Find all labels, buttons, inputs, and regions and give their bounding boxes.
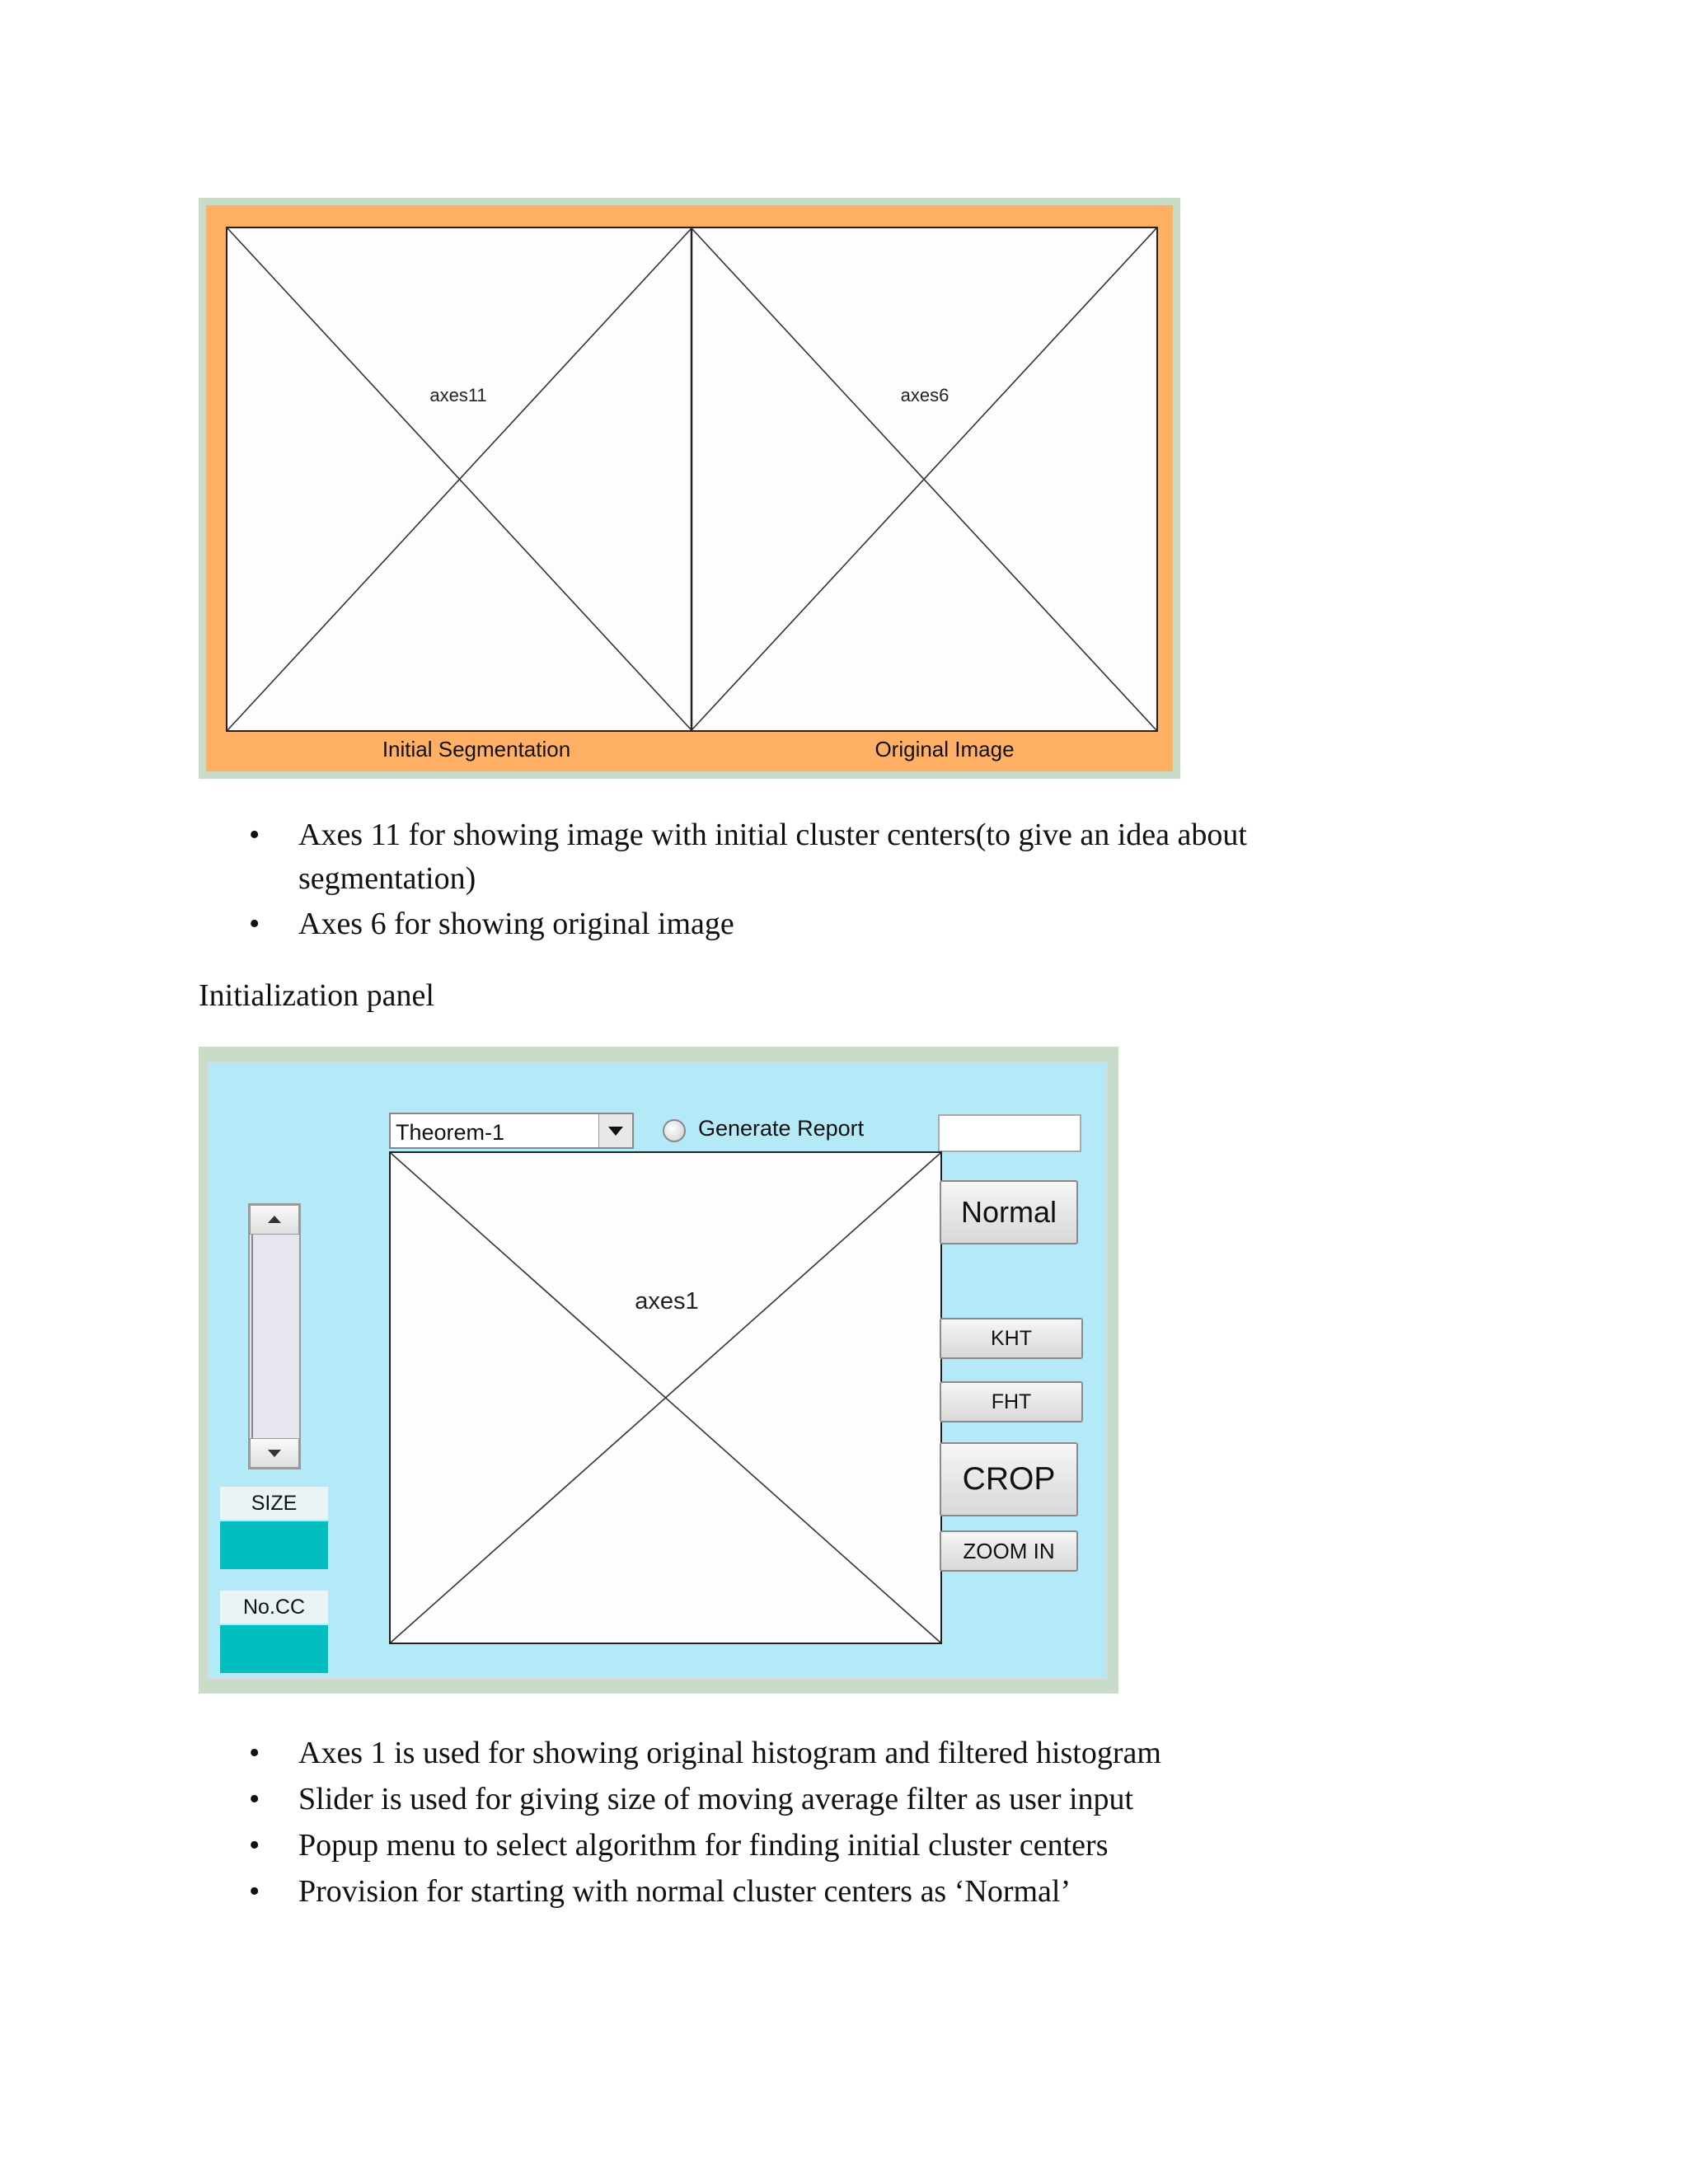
axes1-label: axes1 xyxy=(635,1288,699,1315)
list-item-text: Axes 6 for showing original image xyxy=(298,907,734,941)
initial-segmentation-caption: Initial Segmentation xyxy=(382,737,571,762)
list-item-text: Provision for starting with normal cluster centers as ‘Normal’ xyxy=(298,1874,1071,1909)
axes-panel-figure xyxy=(199,198,1180,779)
algorithm-popup-menu[interactable] xyxy=(389,1113,634,1149)
generate-report-label: Generate Report xyxy=(698,1116,865,1141)
text-input-field[interactable] xyxy=(938,1114,1081,1152)
list-item-text: Slider is used for giving size of moving average filter as user input xyxy=(298,1782,1134,1816)
list-item xyxy=(249,1870,1535,1914)
axes-placeholder-lines xyxy=(391,1153,940,1643)
bullet-icon: • xyxy=(249,818,260,852)
list-item-text-cont: segmentation) xyxy=(298,861,476,896)
list-item-text: Popup menu to select algorithm for finding initial cluster centers xyxy=(298,1828,1109,1863)
slider-track[interactable] xyxy=(251,1235,298,1438)
arrow-up-icon[interactable] xyxy=(250,1205,299,1235)
list-item-text: Axes 11 for showing image with initial cluster centers(to give an idea about xyxy=(298,818,1247,852)
original-image-caption: Original Image xyxy=(874,737,1015,762)
list-item-text: Axes 1 is used for showing original histogram and filtered histogram xyxy=(298,1736,1161,1770)
size-value-display xyxy=(220,1521,328,1569)
list-item xyxy=(249,902,1452,946)
arrow-down-icon[interactable] xyxy=(250,1438,299,1468)
axes6-label: axes6 xyxy=(900,385,950,405)
list-item xyxy=(249,1824,1535,1868)
initialization-panel-figure xyxy=(199,1047,1118,1694)
zoom-in-button[interactable]: ZOOM IN xyxy=(940,1530,1078,1572)
bullet-icon: • xyxy=(249,1828,260,1863)
list-item xyxy=(249,1778,1535,1821)
bullet-icon: • xyxy=(249,1782,260,1816)
nocc-value-display xyxy=(220,1625,328,1673)
generate-report-radio[interactable] xyxy=(663,1119,686,1142)
nocc-label: No.CC xyxy=(220,1591,328,1624)
chevron-down-icon[interactable] xyxy=(598,1114,632,1147)
size-label: SIZE xyxy=(220,1487,328,1520)
axes-placeholder-lines xyxy=(227,228,1156,730)
popup-value: Theorem-1 xyxy=(396,1120,505,1145)
initialization-panel xyxy=(207,1062,1108,1680)
axes11-label: axes11 xyxy=(429,385,487,405)
crop-button[interactable]: CROP xyxy=(940,1442,1078,1516)
kht-button[interactable]: KHT xyxy=(940,1318,1083,1359)
axes-container xyxy=(226,227,1158,732)
list-item xyxy=(249,1732,1535,1775)
list-item xyxy=(249,813,1452,901)
normal-button[interactable]: Normal xyxy=(940,1180,1078,1244)
axes1-container xyxy=(389,1151,942,1644)
section-heading: Initialization panel xyxy=(199,978,434,1013)
filter-size-slider[interactable] xyxy=(248,1203,301,1469)
bullet-icon: • xyxy=(249,1736,260,1770)
fht-button[interactable]: FHT xyxy=(940,1381,1083,1422)
bullet-icon: • xyxy=(249,907,260,941)
bullet-icon: • xyxy=(249,1874,260,1909)
axes-panel xyxy=(206,205,1173,771)
